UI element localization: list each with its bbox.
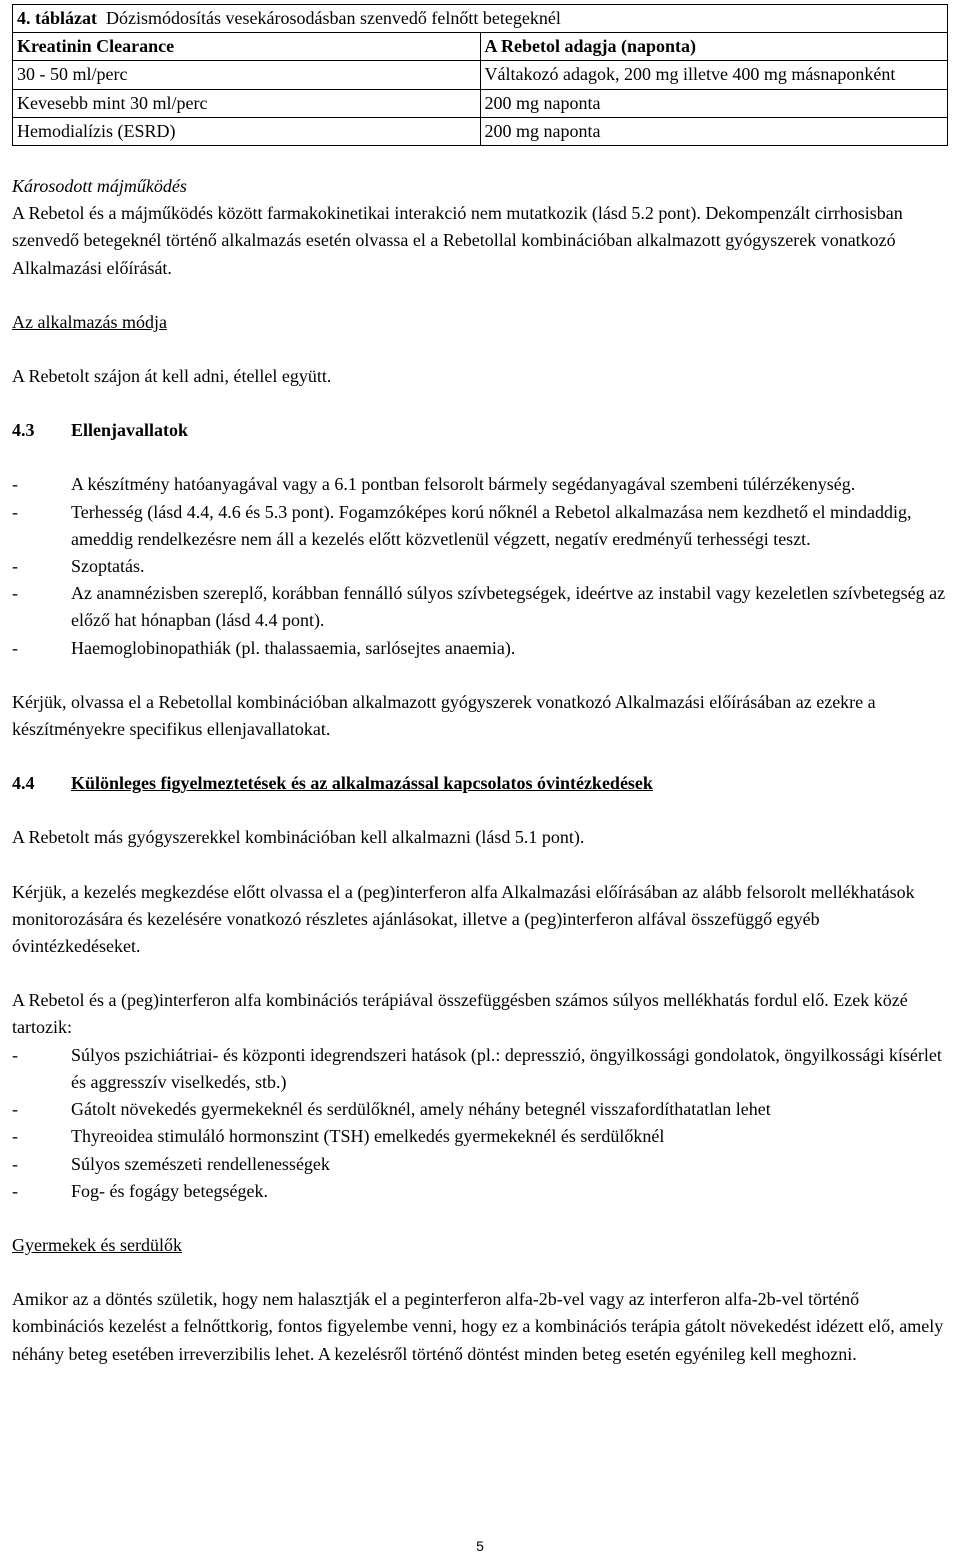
list-item: - Szoptatás.	[12, 556, 145, 577]
table-header-cell: A Rebetol adagja (naponta)	[480, 33, 948, 61]
table-caption	[13, 5, 948, 33]
page-number: 5	[476, 1538, 484, 1554]
list-item: - Az anamnézisben szereplő, korábban fennálló súlyos szívbetegségek, ideértve az instabil vagy kezeletlen szívbetegség az előző hat hónapban (lásd 4.4 pont).	[12, 583, 946, 631]
table-cell: 200 mg naponta	[480, 89, 948, 117]
document-page	[12, 4, 948, 1368]
section-title: Különleges figyelmeztetések és az alkalmazással kapcsolatos óvintézkedések	[71, 773, 653, 794]
table-row	[13, 61, 948, 89]
administration-text: A Rebetolt szájon át kell adni, étellel együtt.	[12, 366, 332, 387]
section-title: Ellenjavallatok	[71, 420, 189, 441]
list-item: - Súlyos pszichiátriai- és központi idegrendszeri hatások (pl.: depresszió, öngyilkossági gondolatok, öngyilkossági kísérlet és aggresszív viselkedés, stb.)	[12, 1044, 942, 1092]
warnings-paragraph-1: A Rebetolt más gyógyszerekkel kombinációban kell alkalmazni (lásd 5.1 pont).	[12, 827, 585, 848]
table-row	[13, 89, 948, 117]
table-caption-label: 4. táblázat	[17, 8, 97, 28]
table-cell: Kevesebb mint 30 ml/perc	[13, 89, 481, 117]
hepatic-text: A Rebetol és a májműködés között farmakokinetikai interakció nem mutatkozik (lásd 5.2 pont). Dekompenzált cirrhosisban szenvedő betegeknél történő alkalmazás esetén olvassa el a Rebetollal kombinációban alkalmazott gyógyszerek vonatkozó Alkalmazási előírását.	[12, 203, 903, 278]
section-number: 4.4	[12, 773, 35, 794]
list-item: - Thyreoidea stimuláló hormonszint (TSH) emelkedés gyermekeknél és serdülőknél	[12, 1126, 665, 1147]
contraindications-note: Kérjük, olvassa el a Rebetollal kombinációban alkalmazott gyógyszerek vonatkozó Alkalmazási előírásában az ezekre a készítményekre specifikus ellenjavallatokat.	[12, 691, 876, 740]
list-item: - Súlyos szemészeti rendellenességek	[12, 1153, 330, 1174]
dose-adjustment-table	[12, 4, 948, 146]
children-title: Gyermekek és serdülők	[12, 1234, 182, 1255]
hepatic-title: Károsodott májműködés	[12, 176, 187, 197]
administration-title: Az alkalmazás módja	[12, 311, 167, 332]
warnings-list	[12, 1042, 948, 1205]
section-number: 4.3	[12, 420, 35, 441]
table-cell: Hemodialízis (ESRD)	[13, 117, 481, 145]
table-header-row	[13, 33, 948, 61]
table-row	[13, 117, 948, 145]
table-header-cell: Kreatinin Clearance	[13, 33, 481, 61]
contraindications-list	[12, 471, 948, 661]
list-item: - Haemoglobinopathiák (pl. thalassaemia, sarlósejtes anaemia).	[12, 637, 516, 658]
table-caption-title: Dózismódosítás vesekárosodásban szenvedő felnőtt betegeknél	[106, 8, 561, 28]
list-item: - Fog- és fogágy betegségek.	[12, 1180, 268, 1201]
warnings-paragraph-2: Kérjük, a kezelés megkezdése előtt olvassa el a (peg)interferon alfa Alkalmazási előírásában az alább felsorolt mellékhatások monitorozására és kezelésére vonatkozó részletes ajánlásokat, illetve a (peg)interferon alfával összefüggő egyéb óvintézkedéseket.	[12, 881, 915, 957]
table-cell: 30 - 50 ml/perc	[13, 61, 481, 89]
warnings-paragraph-3: A Rebetol és a (peg)interferon alfa kombinációs terápiával összefüggésben számos súlyos mellékhatás fordul elő. Ezek közé tartozik:	[12, 990, 908, 1038]
list-item: - A készítmény hatóanyagával vagy a 6.1 pontban felsorolt bármely segédanyagával szembeni túlérzékenység.	[12, 474, 856, 495]
section-4-3-heading	[12, 417, 948, 444]
section-4-4-heading	[12, 770, 948, 797]
table-cell: 200 mg naponta	[480, 117, 948, 145]
children-text: Amikor az a döntés születik, hogy nem halasztják el a peginterferon alfa-2b-vel vagy az interferon alfa-2b-vel történő kombinációs kezelést a felnőttkorig, fontos figyelembe venni, hogy ez a kombinációs terápia gátolt növekedést idézett elő, amely néhány beteg esetében irreverzibilis lehet. A kezelésről történő döntést minden beteg esetén egyénileg kell meghozni.	[12, 1289, 944, 1364]
list-item: - Gátolt növekedés gyermekeknél és serdülőknél, amely néhány betegnél visszafordíthatatlan lehet	[12, 1099, 771, 1120]
table-cell: Váltakozó adagok, 200 mg illetve 400 mg másnaponként	[480, 61, 948, 89]
list-item: - Terhesség (lásd 4.4, 4.6 és 5.3 pont). Fogamzóképes korú nőknél a Rebetol alkalmazása nem kezdhető el mindaddig, ameddig rendelkezésre nem áll a kezelés előtt közvetlenül végzett, negatív eredményű terhességi teszt.	[12, 501, 912, 549]
